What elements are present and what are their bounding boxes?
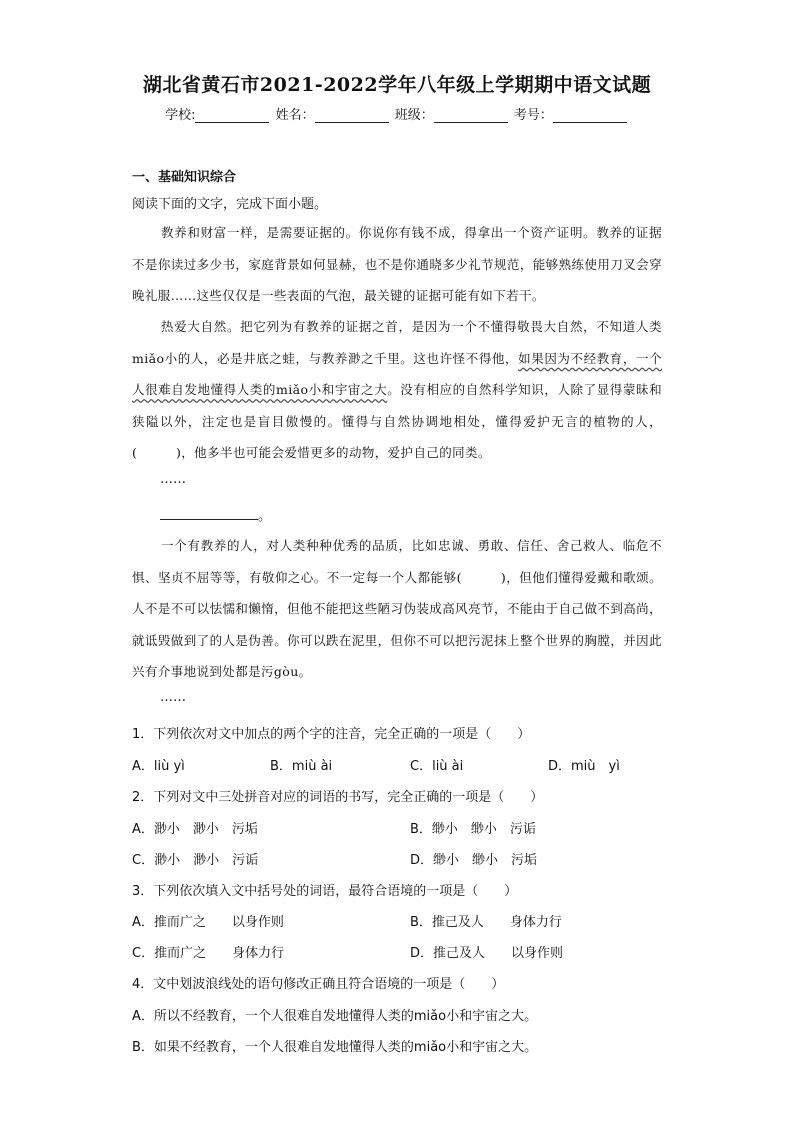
- fill-blank-period: 。: [258, 509, 272, 524]
- question-1-stem: 1．下列依次对文中加点的两个字的注音，完全正确的一项是（ ）: [132, 727, 531, 742]
- question-4-option-b[interactable]: B．如果不经教育，一个人很难自发地懂得人类的miǎo小和宇宙之大。: [132, 1040, 538, 1055]
- ellipsis-2: ……: [160, 690, 186, 705]
- question-3-option-c[interactable]: C．推而广之 身体力行: [132, 946, 285, 961]
- question-1-option-d[interactable]: D．miù yì: [548, 759, 620, 774]
- wavy-underlined-sentence: 如果因为不经教育，一个人很难自发地懂得人类的miǎo小和宇宙之大: [132, 350, 662, 397]
- section-heading: 一、基础知识综合: [132, 170, 237, 185]
- exam-no-blank[interactable]: [553, 110, 627, 123]
- question-1-option-a[interactable]: A．liù yì: [132, 759, 185, 774]
- fill-blank-line[interactable]: [160, 505, 258, 520]
- name-label: 姓名：: [275, 108, 315, 123]
- school-label: 学校:: [165, 108, 196, 123]
- passage-paragraph-1: 教养和财富一样，是需要证据的。你说你有钱不成，得拿出一个资产证明。教养的证据不是你读过多少书，家庭背景如何显赫，也不是你通晓多少礼节规范，能够熟练使用刀叉会穿晚礼服……这些仅仅是一些表面的气泡，最关键的证据可能有如下若干。: [132, 225, 662, 303]
- passage-paragraph-3: 一个有教养的人，对人类种种优秀的品质，比如忠诚、勇敢、信任、舍己救人、临危不惧、坚贞不屈等等，有敬仰之心。不一定每一个人都能够( )，但他们懂得爱戴和歌颂。人不是不可以怯懦和懒惰，但他不能把这些陋习伪装成高风亮节，不能由于自己做不到高尚，就诋毁做到了的人是伪善。你可以跌在泥里，但你不可以把污泥抹上整个世界的胸膛，并因此兴有介事地说到处都是污gòu。: [132, 538, 662, 679]
- question-3-option-b[interactable]: B．推己及人 身体力行: [410, 915, 562, 930]
- question-3-option-d[interactable]: D．推己及人 以身作则: [410, 946, 564, 961]
- exam-no-label: 考号：: [513, 108, 553, 123]
- exam-title: 湖北省黄石市2021-2022学年八年级上学期期中语文试题: [142, 74, 652, 96]
- question-4-option-a[interactable]: A．所以不经教育，一个人很难自发地懂得人类的miǎo小和宇宙之大。: [132, 1009, 538, 1024]
- question-3-option-a[interactable]: A．推而广之 以身作则: [132, 915, 284, 930]
- question-4-stem: 4．文中划波浪线处的语句修改正确且符合语境的一项是（ ）: [132, 977, 505, 992]
- class-label: 班级：: [394, 108, 434, 123]
- name-blank[interactable]: [315, 110, 389, 123]
- question-2-option-a[interactable]: A．渺小 渺小 污垢: [132, 822, 258, 837]
- passage-paragraph-2: [132, 311, 662, 469]
- ellipsis-1: ……: [160, 472, 186, 487]
- question-1-option-b[interactable]: B．miù ài: [270, 759, 333, 774]
- class-blank[interactable]: [434, 110, 508, 123]
- question-1-option-c[interactable]: C．liù ài: [410, 759, 464, 774]
- section-instruction: 阅读下面的文字，完成下面小题。: [132, 197, 328, 212]
- question-3-stem: 3．下列依次填入文中括号处的词语，最符合语境的一项是（ ）: [132, 884, 518, 899]
- question-2-option-d[interactable]: D．缈小 缈小 污垢: [410, 853, 538, 868]
- question-2-stem: 2．下列对文中三处拼音对应的词语的书写，完全正确的一项是（ ）: [132, 790, 544, 805]
- question-2-option-c[interactable]: C．渺小 渺小 污诟: [132, 853, 259, 868]
- school-blank[interactable]: [195, 110, 269, 123]
- passage-p2-end: 。没有相应的自然科学知识，人除了显得蒙昧和狭隘以外，注定也是盲目傲慢的。懂得与自然协调地相处，懂得爱护无言的植物的人，( )，他多半也可能会爱惜更多的动物，爱护自己的同类。: [132, 382, 662, 460]
- passage-p2-start: 热爱大自然。把它列为有教养的证据之首，是因为一个不懂得敬畏大自然，不知道人类miǎo小的人，必是井底之蛙，与教养渺之千里。这也许怪不得他，: [132, 319, 662, 366]
- student-info-line: [0, 104, 794, 123]
- question-2-option-b[interactable]: B．缈小 缈小 污诟: [410, 822, 536, 837]
